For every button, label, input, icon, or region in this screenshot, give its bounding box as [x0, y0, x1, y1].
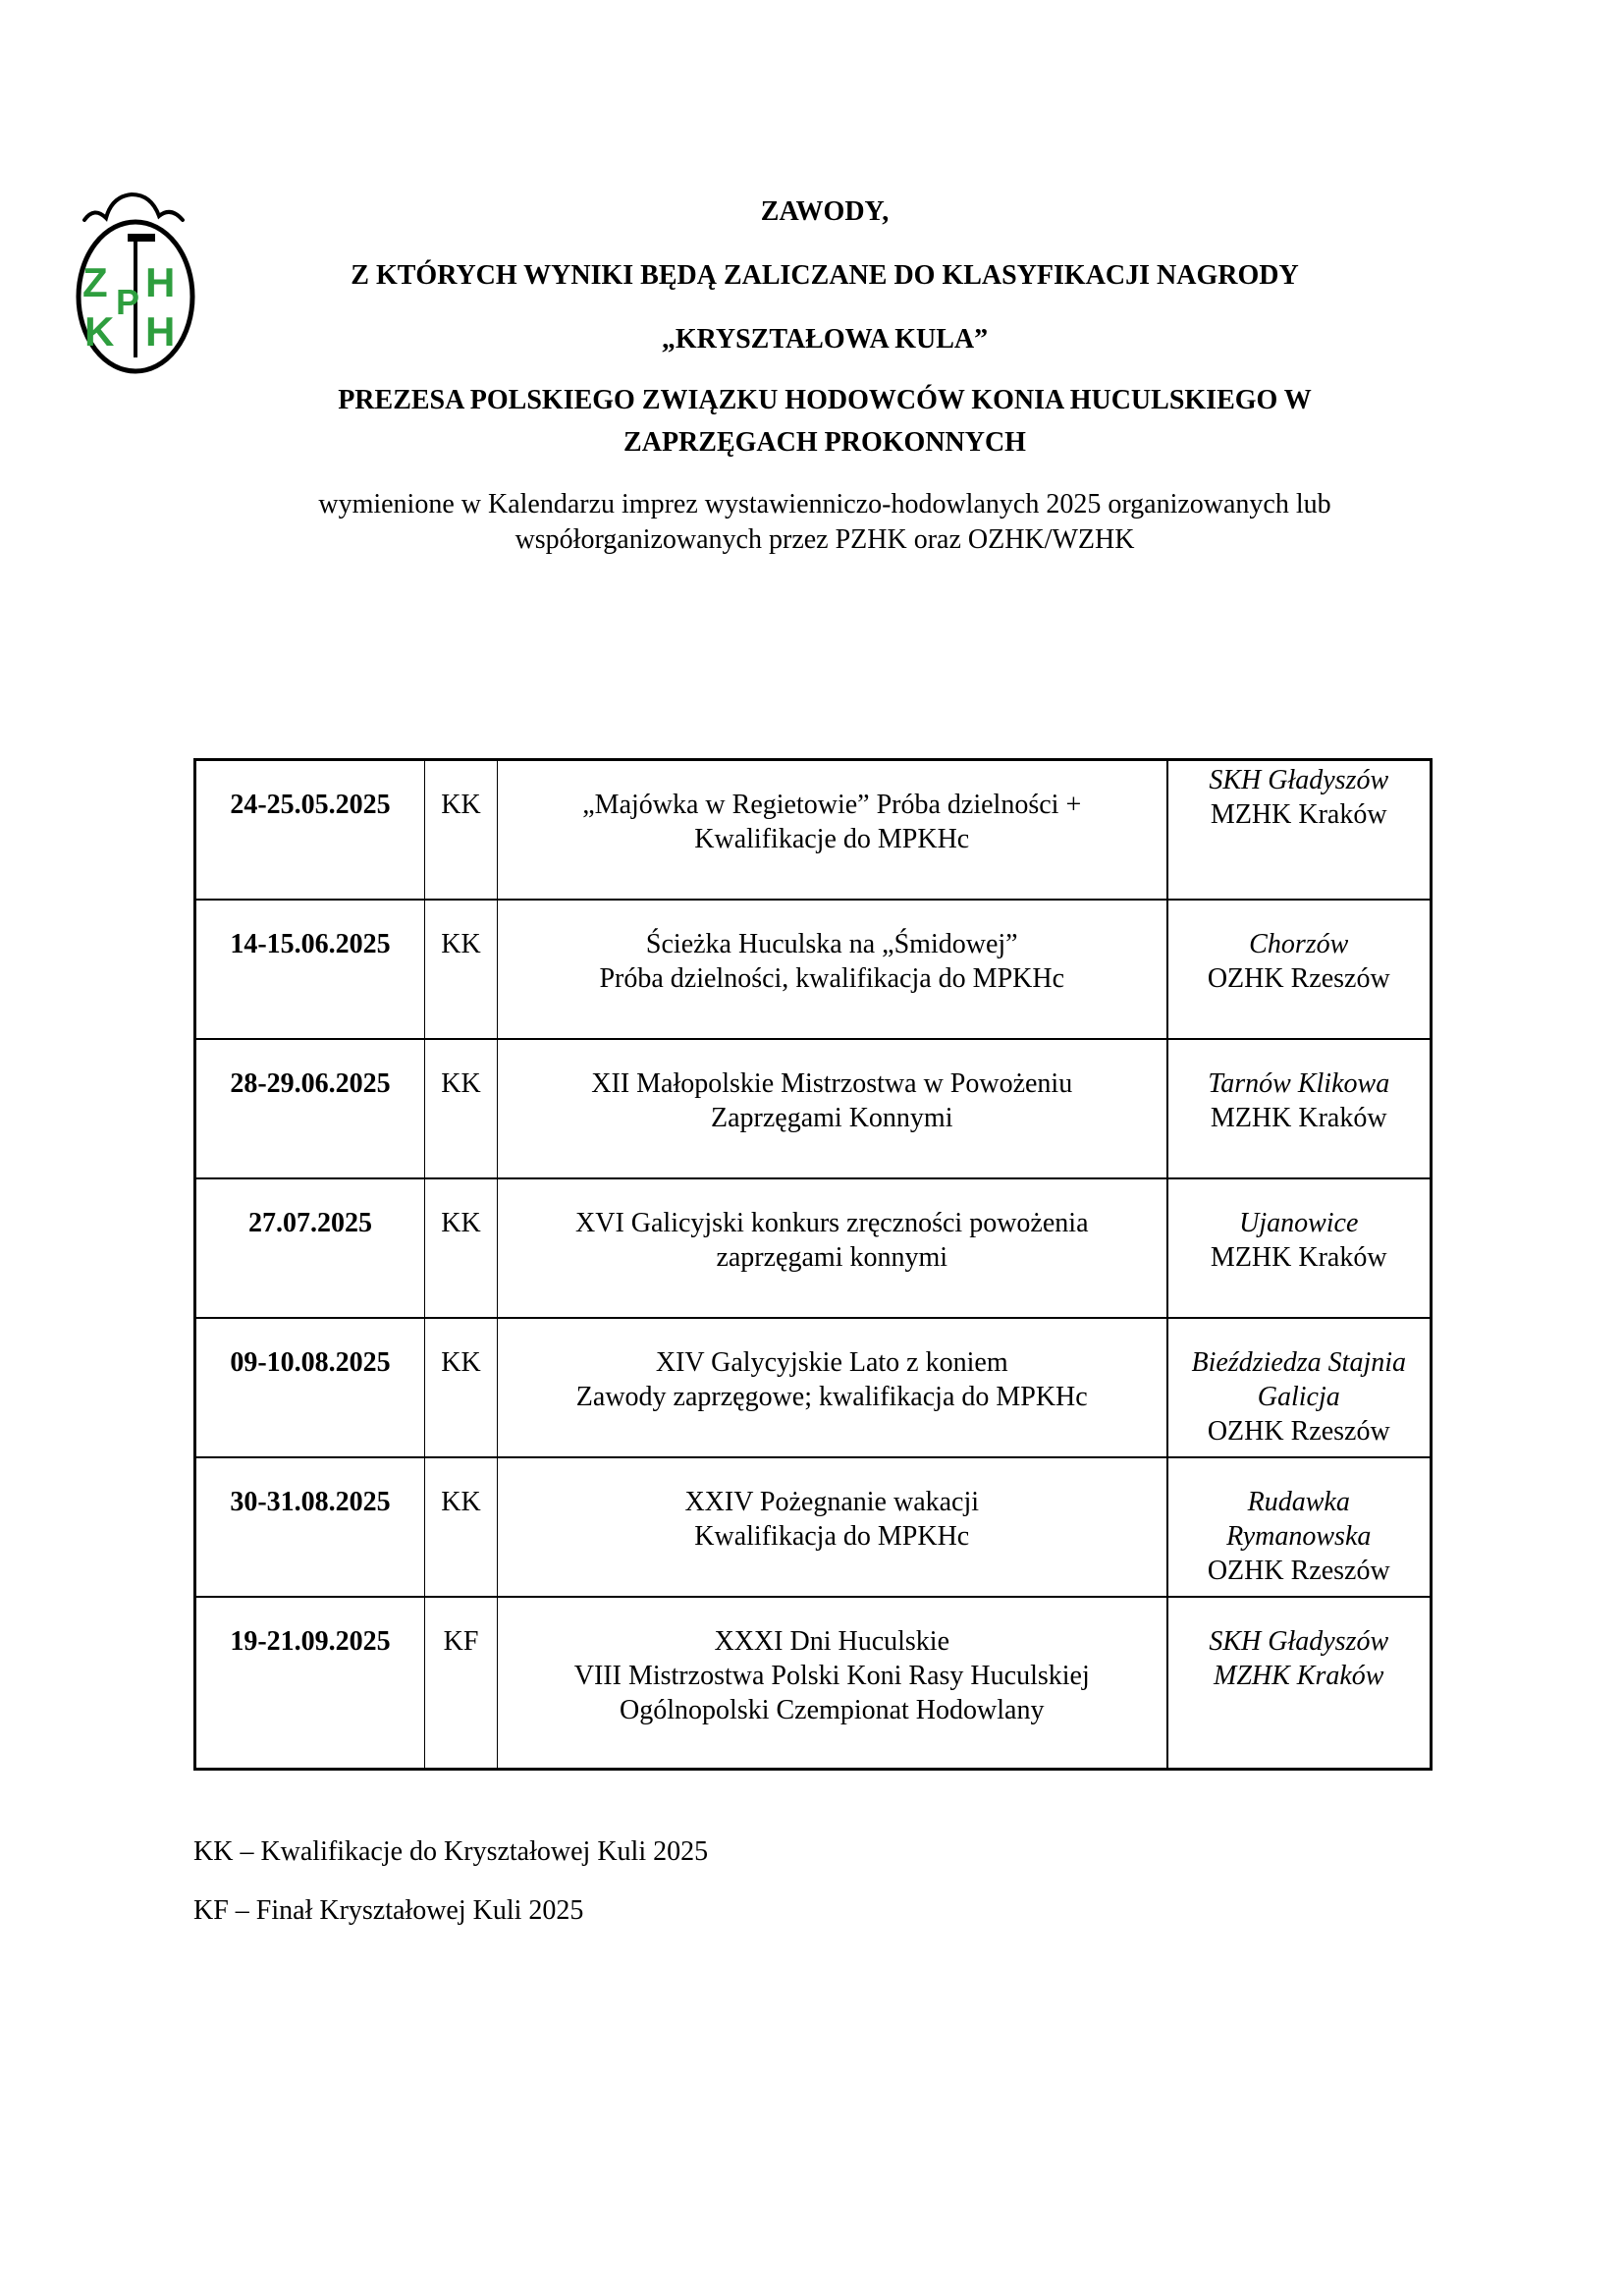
event-line: Zaprzęgami Konnymi — [711, 1102, 953, 1133]
title-line-5: ZAPRZĘGACH PROKONNYCH — [623, 427, 1026, 458]
location-cell — [1167, 1039, 1432, 1178]
organizer-name: MZHK Kraków — [1210, 1241, 1387, 1273]
date-cell: 28-29.06.2025 — [195, 1039, 425, 1178]
date-cell: 09-10.08.2025 — [195, 1318, 425, 1457]
legend-kf: KF – Finał Kryształowej Kuli 2025 — [193, 1895, 584, 1926]
type-cell: KK — [425, 1457, 498, 1597]
event-line: Zawody zaprzęgowe; kwalifikacja do MPKHc — [575, 1381, 1088, 1412]
subtitle-line-2: współorganizowanych przez PZHK oraz OZHK/WZHK — [514, 524, 1135, 555]
date-cell: 27.07.2025 — [195, 1178, 425, 1318]
event-cell — [498, 1597, 1167, 1770]
event-line: Ścieżka Huculska na „Śmidowej” — [645, 928, 1018, 959]
place-name: Bieździedza Stajnia — [1191, 1346, 1407, 1378]
place-name: Tarnów Klikowa — [1208, 1067, 1390, 1099]
event-line: VIII Mistrzostwa Polski Koni Rasy Huculskiej — [573, 1660, 1090, 1691]
organizer-name: MZHK Kraków — [1210, 1102, 1387, 1133]
location-cell — [1167, 900, 1432, 1039]
event-line: Kwalifikacje do MPKHc — [694, 824, 970, 854]
svg-text:H: H — [145, 259, 176, 305]
event-line: Ogólnopolski Czempionat Hodowlany — [620, 1694, 1045, 1725]
legend-kk: KK – Kwalifikacje do Kryształowej Kuli 2025 — [193, 1836, 709, 1867]
event-line: Próba dzielności, kwalifikacja do MPKHc — [599, 962, 1065, 994]
organizer-name: OZHK Rzeszów — [1207, 962, 1390, 994]
location-cell — [1167, 1178, 1432, 1318]
event-cell — [498, 1039, 1167, 1178]
zphkh-logo-icon — [73, 189, 198, 377]
table-row — [195, 1457, 1432, 1597]
event-cell — [498, 1318, 1167, 1457]
date-cell: 30-31.08.2025 — [195, 1457, 425, 1597]
place-name: Galicja — [1257, 1381, 1340, 1412]
title-line-3: „KRYSZTAŁOWA KULA” — [661, 324, 989, 355]
place-name: Ujanowice — [1239, 1207, 1359, 1238]
svg-text:Z: Z — [82, 259, 108, 305]
event-line: XVI Galicyjski konkurs zręczności powożenia — [575, 1207, 1089, 1238]
date-cell: 14-15.06.2025 — [195, 900, 425, 1039]
title-line-4: PREZESA POLSKIEGO ZWIĄZKU HODOWCÓW KONIA HUCULSKIEGO W — [338, 385, 1312, 415]
event-cell — [498, 1457, 1167, 1597]
svg-text:K: K — [84, 308, 115, 355]
place-name: SKH Gładyszów — [1209, 1625, 1389, 1657]
date-cell: 19-21.09.2025 — [195, 1597, 425, 1770]
table-row — [195, 900, 1432, 1039]
organizer-name: OZHK Rzeszów — [1207, 1555, 1390, 1586]
event-line: XIV Galycyjskie Lato z koniem — [655, 1346, 1008, 1378]
place-name: Rudawka — [1247, 1486, 1350, 1517]
location-cell — [1167, 760, 1432, 900]
type-cell: KK — [425, 1318, 498, 1457]
type-cell: KK — [425, 760, 498, 900]
table-row — [195, 1039, 1432, 1178]
type-cell: KK — [425, 1039, 498, 1178]
organizer-name: OZHK Rzeszów — [1207, 1415, 1390, 1447]
title-line-2: Z KTÓRYCH WYNIKI BĘDĄ ZALICZANE DO KLASYFIKACJI NAGRODY — [351, 260, 1299, 291]
location-cell — [1167, 1597, 1432, 1770]
table-row — [195, 1597, 1432, 1770]
table-row — [195, 1318, 1432, 1457]
date-cell: 24-25.05.2025 — [195, 760, 425, 900]
event-line: zaprzęgami konnymi — [716, 1241, 948, 1273]
event-cell — [498, 900, 1167, 1039]
event-cell — [498, 1178, 1167, 1318]
svg-text:H: H — [145, 308, 176, 355]
location-cell — [1167, 1457, 1432, 1597]
event-line: XXXI Dni Huculskie — [714, 1625, 950, 1657]
location-cell — [1167, 1318, 1432, 1457]
place-name: Chorzów — [1249, 928, 1349, 959]
title-line-1: ZAWODY, — [760, 196, 890, 227]
place-name: SKH Gładyszów — [1209, 765, 1389, 795]
event-line: Kwalifikacja do MPKHc — [694, 1520, 970, 1552]
subtitle-line-1: wymienione w Kalendarzu imprez wystawienniczo-hodowlanych 2025 organizowanych lub — [318, 489, 1331, 519]
event-cell — [498, 760, 1167, 900]
svg-text:P: P — [116, 282, 140, 322]
table-row — [195, 1178, 1432, 1318]
type-cell: KK — [425, 1178, 498, 1318]
event-line: XXIV Pożegnanie wakacji — [684, 1486, 980, 1517]
place-name: Rymanowska — [1226, 1520, 1372, 1552]
type-cell: KF — [425, 1597, 498, 1770]
type-cell: KK — [425, 900, 498, 1039]
organizer-name: MZHK Kraków — [1210, 799, 1387, 830]
place-name: MZHK Kraków — [1214, 1660, 1384, 1691]
event-line: „Majówka w Regietowie” Próba dzielności + — [582, 790, 1082, 820]
events-table — [193, 758, 1433, 1771]
event-line: XII Małopolskie Mistrzostwa w Powożeniu — [591, 1067, 1073, 1099]
table-row — [195, 760, 1432, 900]
